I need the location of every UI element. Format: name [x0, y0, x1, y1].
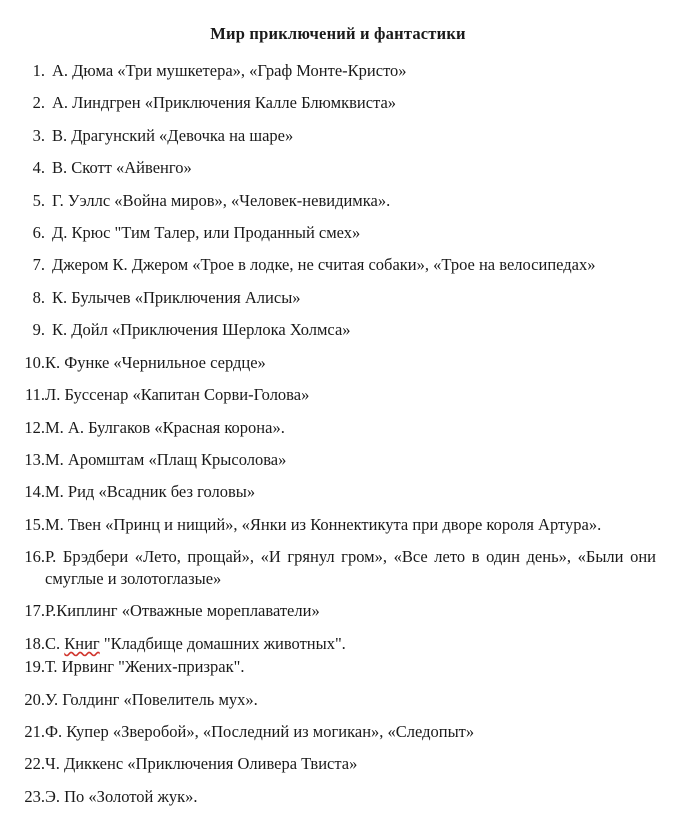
list-item [0, 514, 676, 535]
list-item-text: Т. Ирвинг "Жених-призрак". [45, 657, 245, 677]
list-item-number: 17. [24, 601, 45, 621]
list-item-text: М. Рид «Всадник без головы» [45, 482, 256, 502]
list-item-number: 9. [32, 320, 45, 340]
list-item-text: Ф. Купер «Зверобой», «Последний из могикан», «Следопыт» [45, 721, 475, 741]
list-item-number: 1. [32, 60, 45, 80]
list-item [0, 786, 676, 807]
list-item [0, 656, 676, 677]
list-item-number: 19. [24, 657, 45, 677]
list-item [0, 254, 676, 275]
list-item [0, 190, 676, 211]
list-item-number: 6. [32, 222, 45, 242]
list-item-number: 12. [24, 417, 45, 437]
list-item-text: Э. По «Золотой жук». [45, 786, 198, 806]
list-item [0, 157, 676, 178]
list-item-number: 21. [24, 721, 45, 741]
list-item-number: 14. [24, 482, 45, 502]
list-item-text: М. Аромштам «Плащ Крысолова» [45, 450, 287, 470]
list-item-number: 5. [32, 190, 45, 210]
list-item-text: С. Книг "Кладбище домашних животных". [45, 633, 346, 653]
list-item-text: К. Дойл «Приключения Шерлока Холмса» [52, 320, 351, 340]
list-item [0, 417, 676, 438]
list-item [0, 633, 676, 654]
list-item-number: 15. [24, 514, 45, 534]
list-item [0, 546, 676, 589]
list-item [0, 222, 676, 243]
list-item [0, 60, 676, 81]
list-item-text: У. Голдинг «Повелитель мух». [45, 689, 258, 709]
list-item-number: 7. [32, 255, 45, 275]
list-item-number: 22. [24, 754, 45, 774]
list-item [0, 384, 676, 405]
list-item [0, 319, 676, 340]
list-item-text: Ч. Диккенс «Приключения Оливера Твиста» [45, 754, 358, 774]
list-item-text: Р.Киплинг «Отважные мореплаватели» [45, 601, 320, 621]
list-item [0, 449, 676, 470]
list-item-text: Р. Брэдбери «Лето, прощай», «И грянул гром», «Все лето в один день», «Были они смуглые и золотоглазые» [45, 547, 656, 588]
list-item-number: 11. [24, 385, 45, 405]
spellcheck-misspelled-word: Книг [64, 633, 100, 653]
list-item-text: А. Дюма «Три мушкетера», «Граф Монте-Кристо» [52, 60, 407, 80]
list-item-text: М. А. Булгаков «Красная корона». [45, 417, 285, 437]
list-item [0, 721, 676, 742]
list-item-text: К. Функе «Чернильное сердце» [45, 352, 266, 372]
list-item-number: 13. [24, 450, 45, 470]
list-item-text: Г. Уэллс «Война миров», «Человек-невидимка». [52, 190, 391, 210]
list-item [0, 92, 676, 113]
list-item-number: 8. [32, 287, 45, 307]
list-item-number: 10. [24, 352, 45, 372]
page-title: Мир приключений и фантастики [210, 24, 466, 43]
list-item [0, 481, 676, 502]
list-item-number: 2. [32, 93, 45, 113]
list-item [0, 287, 676, 308]
list-item-text: Джером К. Джером «Трое в лодке, не считая собаки», «Трое на велосипедах» [52, 255, 596, 275]
book-list [0, 60, 676, 808]
list-item-text: Л. Буссенар «Капитан Сорви-Голова» [45, 385, 310, 405]
list-item [0, 753, 676, 774]
list-item-text: А. Линдгрен «Приключения Калле Блюмквиста» [52, 93, 397, 113]
list-item-number: 18. [24, 633, 45, 653]
list-item-number: 4. [32, 158, 45, 178]
list-item [0, 352, 676, 373]
list-item-text: М. Твен «Принц и нищий», «Янки из Коннектикута при дворе короля Артура». [45, 514, 602, 534]
list-item-number: 16. [24, 547, 45, 567]
list-item [0, 125, 676, 146]
list-item-number: 23. [24, 786, 45, 806]
list-item-number: 3. [32, 125, 45, 145]
list-item-text: В. Скотт «Айвенго» [52, 158, 192, 178]
list-item-text: Д. Крюс "Тим Талер, или Проданный смех» [52, 222, 361, 242]
list-item [0, 689, 676, 710]
list-item-number: 20. [24, 689, 45, 709]
list-item-text: К. Булычев «Приключения Алисы» [52, 287, 301, 307]
list-item-text: В. Драгунский «Девочка на шаре» [52, 125, 294, 145]
list-item [0, 600, 676, 621]
